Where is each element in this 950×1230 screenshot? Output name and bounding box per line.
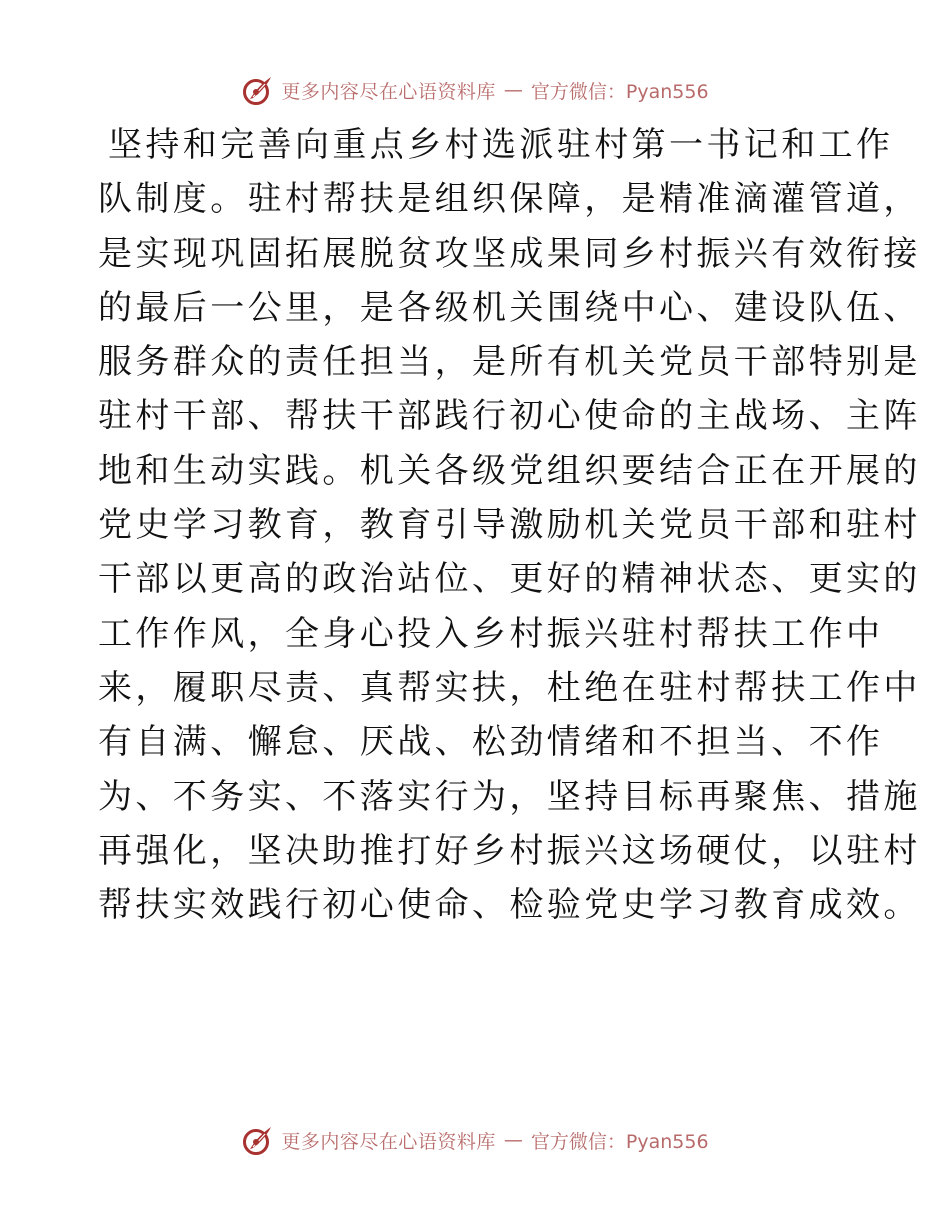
paragraph-line: 的最后一公里，是各级机关围绕中心、建设队伍、: [98, 287, 921, 328]
footer-separator: —: [503, 1129, 523, 1151]
header-separator: —: [503, 79, 523, 101]
paragraph-line: 为、不务实、不落实行为，坚持目标再聚焦、措施: [98, 776, 921, 817]
header-slogan: 更多内容尽在心语资料库: [281, 80, 496, 103]
paragraph-line: 地和生动实践。机关各级党组织要结合正在开展的: [98, 450, 921, 491]
footer-slogan: 更多内容尽在心语资料库: [281, 1130, 496, 1153]
header-wechat: 官方微信：Pyan556: [530, 80, 709, 103]
paragraph-line: 党史学习教育，教育引导激励机关党员干部和驻村: [98, 505, 921, 546]
paragraph-line: 有自满、懈怠、厌战、松劲情绪和不担当、不作: [98, 722, 884, 763]
paragraph-line: 坚持和完善向重点乡村选派驻村第一书记和工作: [108, 125, 894, 165]
quill-seal-logo-icon: [241, 73, 275, 107]
footer-banner: [0, 1120, 950, 1160]
paragraph-line: 驻村干部、帮扶干部践行初心使命的主战场、主阵: [98, 396, 921, 437]
quill-seal-logo-icon: [241, 1123, 275, 1157]
paragraph-line: 来，履职尽责、真帮实扶，杜绝在驻村帮扶工作中: [98, 667, 921, 708]
footer-wechat: 官方微信：Pyan556: [530, 1130, 709, 1153]
paragraph-line: 干部以更高的政治站位、更好的精神状态、更实的: [98, 559, 921, 600]
paragraph-line: 帮扶实效践行初心使命、检验党史学习教育成效。: [98, 885, 921, 926]
paragraph-line: 再强化，坚决助推打好乡村振兴这场硬仗，以驻村: [98, 830, 921, 871]
paragraph-line: 工作作风，全身心投入乡村振兴驻村帮扶工作中: [98, 613, 884, 654]
body-paragraph: [98, 118, 921, 932]
header-banner: [0, 70, 950, 110]
header-banner-inner: [241, 73, 708, 107]
paragraph-line: 服务群众的责任担当，是所有机关党员干部特别是: [98, 342, 921, 383]
paragraph-line: 队制度。驻村帮扶是组织保障，是精准滴灌管道，: [98, 179, 921, 220]
paragraph-line: 是实现巩固拓展脱贫攻坚成果同乡村振兴有效衔接: [98, 233, 921, 274]
footer-banner-inner: [241, 1123, 708, 1157]
